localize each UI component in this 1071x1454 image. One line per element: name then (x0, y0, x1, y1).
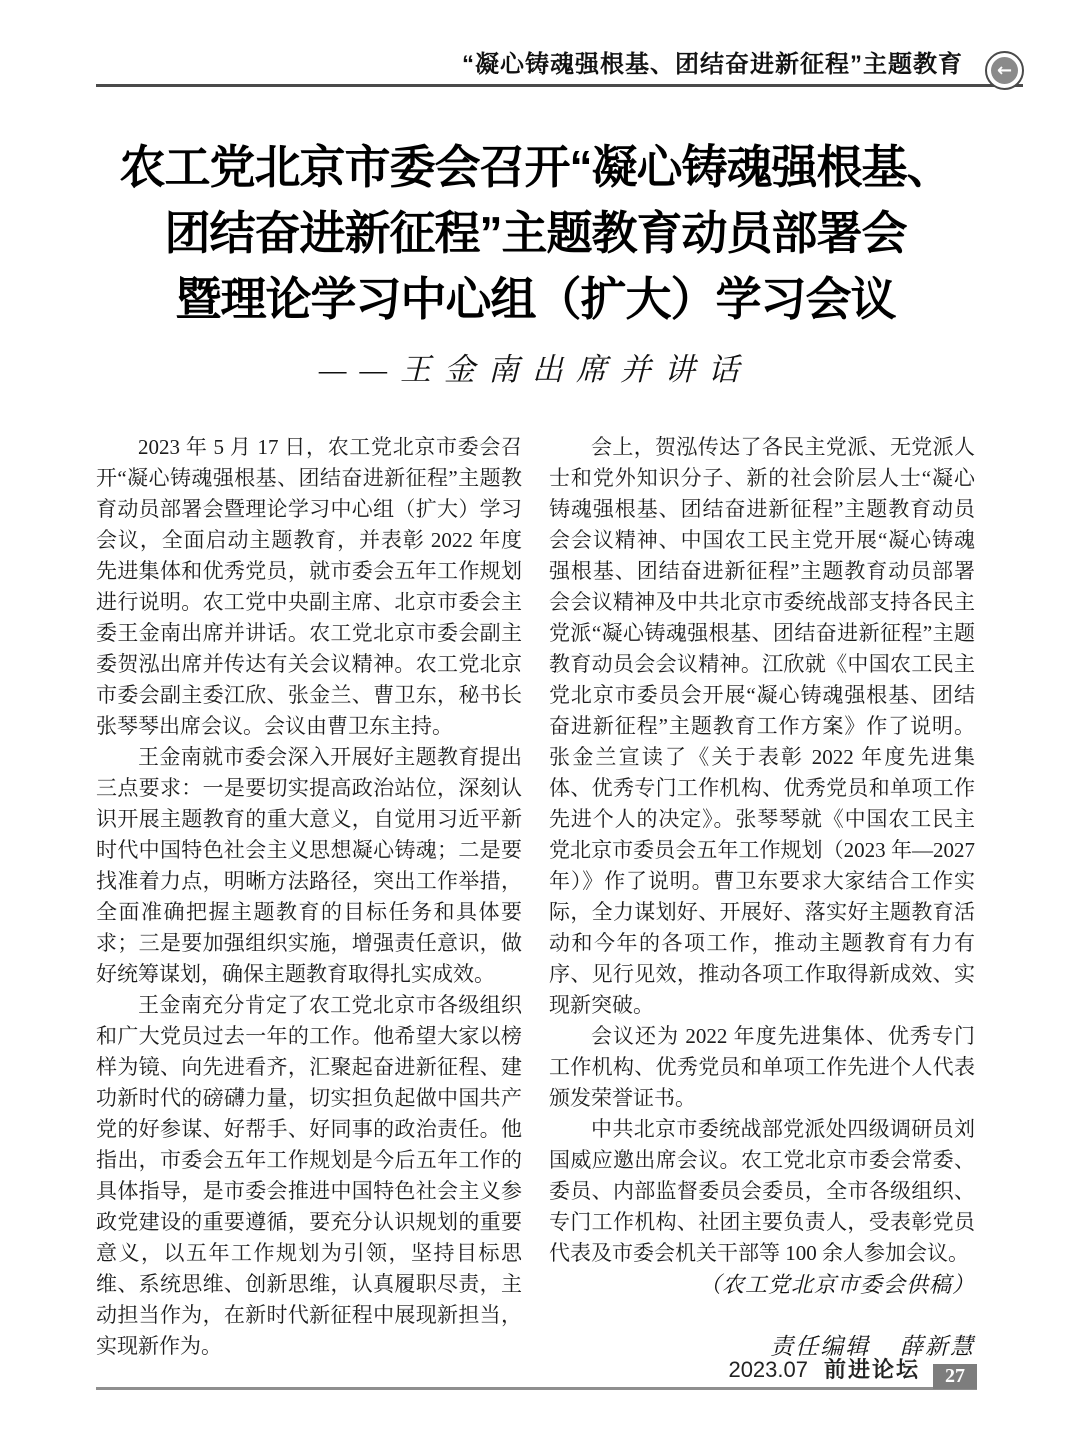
paragraph: 会议还为 2022 年度先进集体、优秀专门工作机构、优秀党员和单项工作先进个人代表颁发荣誉证书。 (549, 1024, 975, 1110)
circle-left-arrow-icon (985, 51, 1024, 90)
paragraph: 会上，贺泓传达了各民主党派、无党派人士和党外知识分子、新的社会阶层人士“凝心铸魂强根基、团结奋进新征程”主题教育动员会会议精神、中国农工民主党开展“凝心铸魂强根基、团结奋进新征程”主题教育动员部署会会议精神及中共北京市委统战部支持各民主党派“凝心铸魂强根基、团结奋进新征程”主题教育动员会会议精神。江欣就《中国农工民主党北京市委员会开展“凝心铸魂强根基、团结奋进新征程”主题教育工作方案》作了说明。张金兰宣读了《关于表彰 2022 年度先进集体、优秀专门工作机构、优秀党员和单项工作先进个人的决定》。张琴琴就《中国农工民主党北京市委员会五年工作规划（2023 年—2027 年）》作了说明。曹卫东要求大家结合工作实际，全力谋划好、开展好、落实好主题教育活动和今年的各项工作，推动主题教育有力有序、见行见效，推动各项工作取得新成效、实现新突破。 (549, 435, 975, 1017)
article-title-line-2: 团结奋进新征程”主题教育动员部署会 (164, 207, 907, 259)
article-title-line-3: 暨理论学习中心组（扩大）学习会议 (175, 273, 896, 325)
contributor-credit: （农工党北京市委会供稿） (698, 1272, 975, 1297)
article-body (96, 432, 975, 1362)
footer-text (728, 1356, 920, 1384)
article-title-line-1: 农工党北京市委会召开“凝心铸魂强根基、 (119, 141, 952, 193)
left-arrow-glyph: ← (991, 57, 1018, 84)
left-column (96, 432, 522, 1362)
paragraph: 中共北京市委统战部党派处四级调研员刘国威应邀出席会议。农工党北京市委会常委、委员、内部监督委员会委员，全市各级组织、专门工作机构、社团主要负责人，受表彰党员代表及市委会机关干部等 100 余人参加会议。 (549, 1117, 975, 1265)
footer-issue: 2023.07 (728, 1357, 808, 1382)
paragraph: 王金南就市委会深入开展好主题教育提出三点要求：一是要切实提高政治站位，深刻认识开展主题教育的重大意义，自觉用习近平新时代中国特色社会主义思想凝心铸魂；二是要找准着力点，明晰方法路径，突出工作举措，全面准确把握主题教育的目标任务和具体要求；三是要加强组织实施，增强责任意识，做好统筹谋划，确保主题教育取得扎实成效。 (96, 745, 522, 986)
footer-magazine-name: 前进论坛 (823, 1357, 920, 1382)
editor-name: 薛新慧 (900, 1334, 975, 1359)
paragraph: 2023 年 5 月 17 日，农工党北京市委会召开“凝心铸魂强根基、团结奋进新征程”主题教育动员部署会暨理论学习中心组（扩大）学习会议，全面启动主题教育，并表彰 2022 年度先进集体和优秀党员，就市委会五年工作规划进行说明。农工党中央副主席、北京市委会主委王金南出席并讲话。农工党北京市委会副主委贺泓出席并传达有关会议精神。农工党北京市委会副主委江欣、张金兰、曹卫东，秘书长张琴琴出席会议。会议由曹卫东主持。 (96, 435, 522, 738)
footer-divider (96, 1387, 977, 1390)
right-column (549, 432, 975, 1362)
editor-label: 责任编辑 (770, 1334, 871, 1359)
header-topic-banner: “凝心铸魂强根基、团结奋进新征程”主题教育 (462, 51, 963, 78)
page-number-badge: 27 (933, 1364, 977, 1389)
header-divider (96, 84, 1023, 87)
article-title (96, 134, 975, 332)
paragraph: 王金南充分肯定了农工党北京市各级组织和广大党员过去一年的工作。他希望大家以榜样为镜、向先进看齐，汇聚起奋进新征程、建功新时代的磅礴力量，切实担负起做中国共产党的好参谋、好帮手、好同事的政治责任。他指出，市委会五年工作规划是今后五年工作的具体指导，是市委会推进中国特色社会主义参政党建设的重要遵循，要充分认识规划的重要意义，以五年工作规划为引领，坚持目标思维、系统思维、创新思维，认真履职尽责，主动担当作为，在新时代新征程中展现新担当，实现新作为。 (96, 993, 522, 1358)
article-subtitle: ——王金南出席并讲话 (318, 352, 753, 387)
